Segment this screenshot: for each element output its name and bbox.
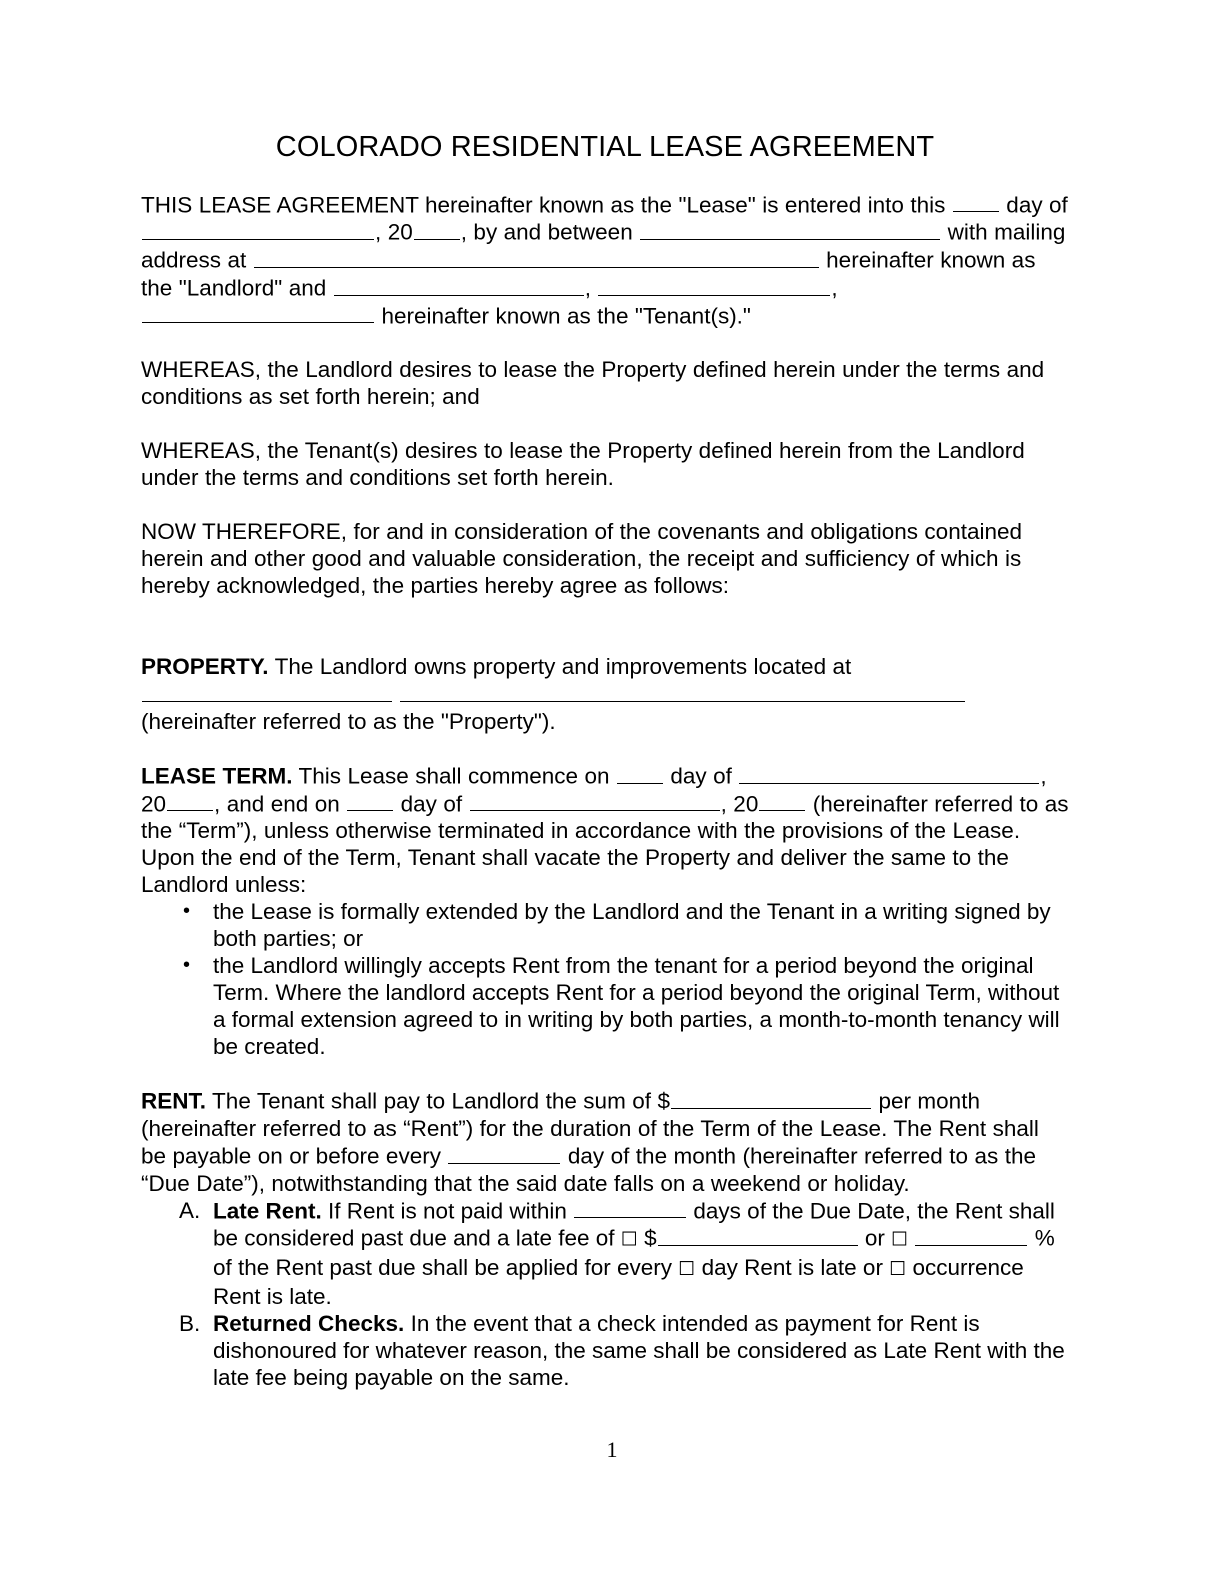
blank-grace-days[interactable] <box>574 1197 686 1219</box>
lease-term-text-7: (hereinafter referred to as the “Term”), unless otherwise terminated in accordance with the provisions of the Lease. Upon the end of the Term, Tenant shall vacate the Property and deliver the same to the Landlord unless: <box>141 791 1069 898</box>
blank-property-address-2[interactable] <box>400 680 965 702</box>
blank-year[interactable] <box>414 218 460 240</box>
list-item <box>141 1310 1069 1391</box>
list-item <box>141 1197 1069 1310</box>
returned-checks-heading: Returned Checks. <box>213 1311 405 1337</box>
lease-term-text-1: This Lease shall commence on <box>292 763 616 789</box>
intro-text-1: THIS LEASE AGREEMENT hereinafter known as the "Lease" is entered into this <box>141 192 952 218</box>
checkbox-flat-fee[interactable]: ☐ <box>620 1229 638 1252</box>
intro-text-5: with mailing address at <box>141 220 1066 273</box>
whereas-tenant-paragraph: WHEREAS, the Tenant(s) desires to lease the Property defined herein from the Landlord under the terms and conditions set forth herein. <box>141 438 1025 491</box>
property-text-1: The Landlord owns property and improvements located at <box>268 654 852 680</box>
checkbox-per-day[interactable]: ☐ <box>678 1258 696 1281</box>
lease-term-text-4: , and end on <box>214 791 347 817</box>
page-title: COLORADO RESIDENTIAL LEASE AGREEMENT <box>275 131 935 163</box>
intro-text-7: , <box>584 275 598 301</box>
blank-commence-year[interactable] <box>167 790 213 812</box>
intro-paragraph <box>141 191 1069 329</box>
intro-text-2: day of <box>999 192 1068 218</box>
lease-term-text-2: day of <box>663 763 739 789</box>
blank-day[interactable] <box>953 191 999 213</box>
whereas-landlord-paragraph: WHEREAS, the Landlord desires to lease the Property defined herein under the terms and conditions as set forth herein; and <box>141 357 1045 410</box>
rent-heading: RENT. <box>141 1088 207 1114</box>
list-item: • the Lease is formally extended by the Landlord and the Tenant in a writing signed by both parties; or <box>141 898 1069 952</box>
blank-commence-month[interactable] <box>739 762 1039 784</box>
intro-text-6: hereinafter known as the "Landlord" and <box>141 247 1036 301</box>
checkbox-per-occurrence[interactable]: ☐ <box>889 1258 907 1281</box>
blank-property-address-1[interactable] <box>142 680 392 702</box>
late-rent-text-4: or <box>858 1226 892 1252</box>
returned-checks-text: In the event that a check intended as payment for Rent is dishonoured for whatever reason, the same shall be considered as Late Rent with the late fee being payable on the same. <box>213 1311 1065 1391</box>
blank-tenant-3[interactable] <box>142 302 374 324</box>
document-body <box>141 130 1069 1391</box>
blank-landlord-name[interactable] <box>640 218 940 240</box>
list-item: • the Landlord willingly accepts Rent from the tenant for a period beyond the original Term. Where the landlord accepts Rent for a period beyond the original Term, without a formal extension agreed to in writing by both parties, a month-to-month tenancy will be created. <box>141 952 1069 1060</box>
late-rent-text-8: occurrence Rent is late. <box>213 1255 1024 1310</box>
late-rent-text-2: days of the Due Date, the Rent shall be considered past due and a late fee of <box>213 1198 1055 1252</box>
blank-end-day[interactable] <box>347 790 393 812</box>
blank-end-year[interactable] <box>759 790 805 812</box>
blank-due-day[interactable] <box>448 1142 560 1164</box>
blank-late-fee-percent[interactable] <box>915 1224 1027 1246</box>
late-rent-text-3: $ <box>637 1226 657 1252</box>
now-therefore-paragraph: NOW THEREFORE, for and in consideration of the covenants and obligations contained herein and other good and valuable consideration, the receipt and sufficiency of which is hereby acknowledged, the parties hereby agree as follows: <box>141 519 1023 599</box>
blank-month[interactable] <box>142 218 374 240</box>
list-marker-b: B. <box>179 1311 201 1337</box>
blank-rent-amount[interactable] <box>671 1087 871 1109</box>
intro-text-8: , <box>831 275 838 301</box>
lease-term-section <box>141 762 1069 898</box>
lease-term-text-6: , 20 <box>720 791 759 817</box>
blank-landlord-address[interactable] <box>254 246 819 268</box>
late-rent-text-1: If Rent is not paid within <box>321 1198 574 1224</box>
rent-text-3: day of the month (hereinafter referred to as the “Due Date”), notwithstanding that the said date falls on a weekend or holiday. <box>141 1143 1036 1196</box>
blank-tenant-2[interactable] <box>598 274 830 296</box>
lease-term-bullet-list <box>141 898 1069 1060</box>
checkbox-percent-fee[interactable]: ☐ <box>891 1229 909 1252</box>
property-heading: PROPERTY. <box>141 654 269 680</box>
property-text-3: (hereinafter referred to as the "Property"). <box>141 708 556 734</box>
rent-subsection-list <box>141 1197 1069 1391</box>
intro-text-9: hereinafter known as the "Tenant(s)." <box>375 303 751 329</box>
lease-term-heading: LEASE TERM. <box>141 763 293 789</box>
late-rent-text-5 <box>908 1226 914 1251</box>
intro-text-3: , 20 <box>375 220 413 246</box>
rent-text-1: The Tenant shall pay to Landlord the sum of $ <box>206 1088 670 1114</box>
property-text-2 <box>393 682 399 707</box>
page-number: 1 <box>606 1437 618 1462</box>
rent-text-2: per month (hereinafter referred to as “Rent”) for the duration of the Term of the Lease. The Rent shall be payable on or before every <box>141 1088 1039 1169</box>
list-marker-a: A. <box>179 1197 201 1223</box>
blank-tenant-1[interactable] <box>334 274 584 296</box>
intro-text-4: , by and between <box>460 220 640 246</box>
late-rent-text-7: day Rent is late or <box>695 1255 890 1281</box>
late-rent-heading: Late Rent. <box>213 1198 322 1224</box>
blank-late-fee-amount[interactable] <box>658 1224 858 1246</box>
lease-term-text-3: , 20 <box>141 763 1047 817</box>
lease-term-text-5: day of <box>394 791 469 817</box>
property-section <box>141 653 1069 735</box>
blank-end-month[interactable] <box>470 790 720 812</box>
late-rent-text-6: % of the Rent past due shall be applied for every <box>213 1226 1055 1281</box>
blank-commence-day[interactable] <box>617 762 663 784</box>
rent-section <box>141 1087 1069 1196</box>
